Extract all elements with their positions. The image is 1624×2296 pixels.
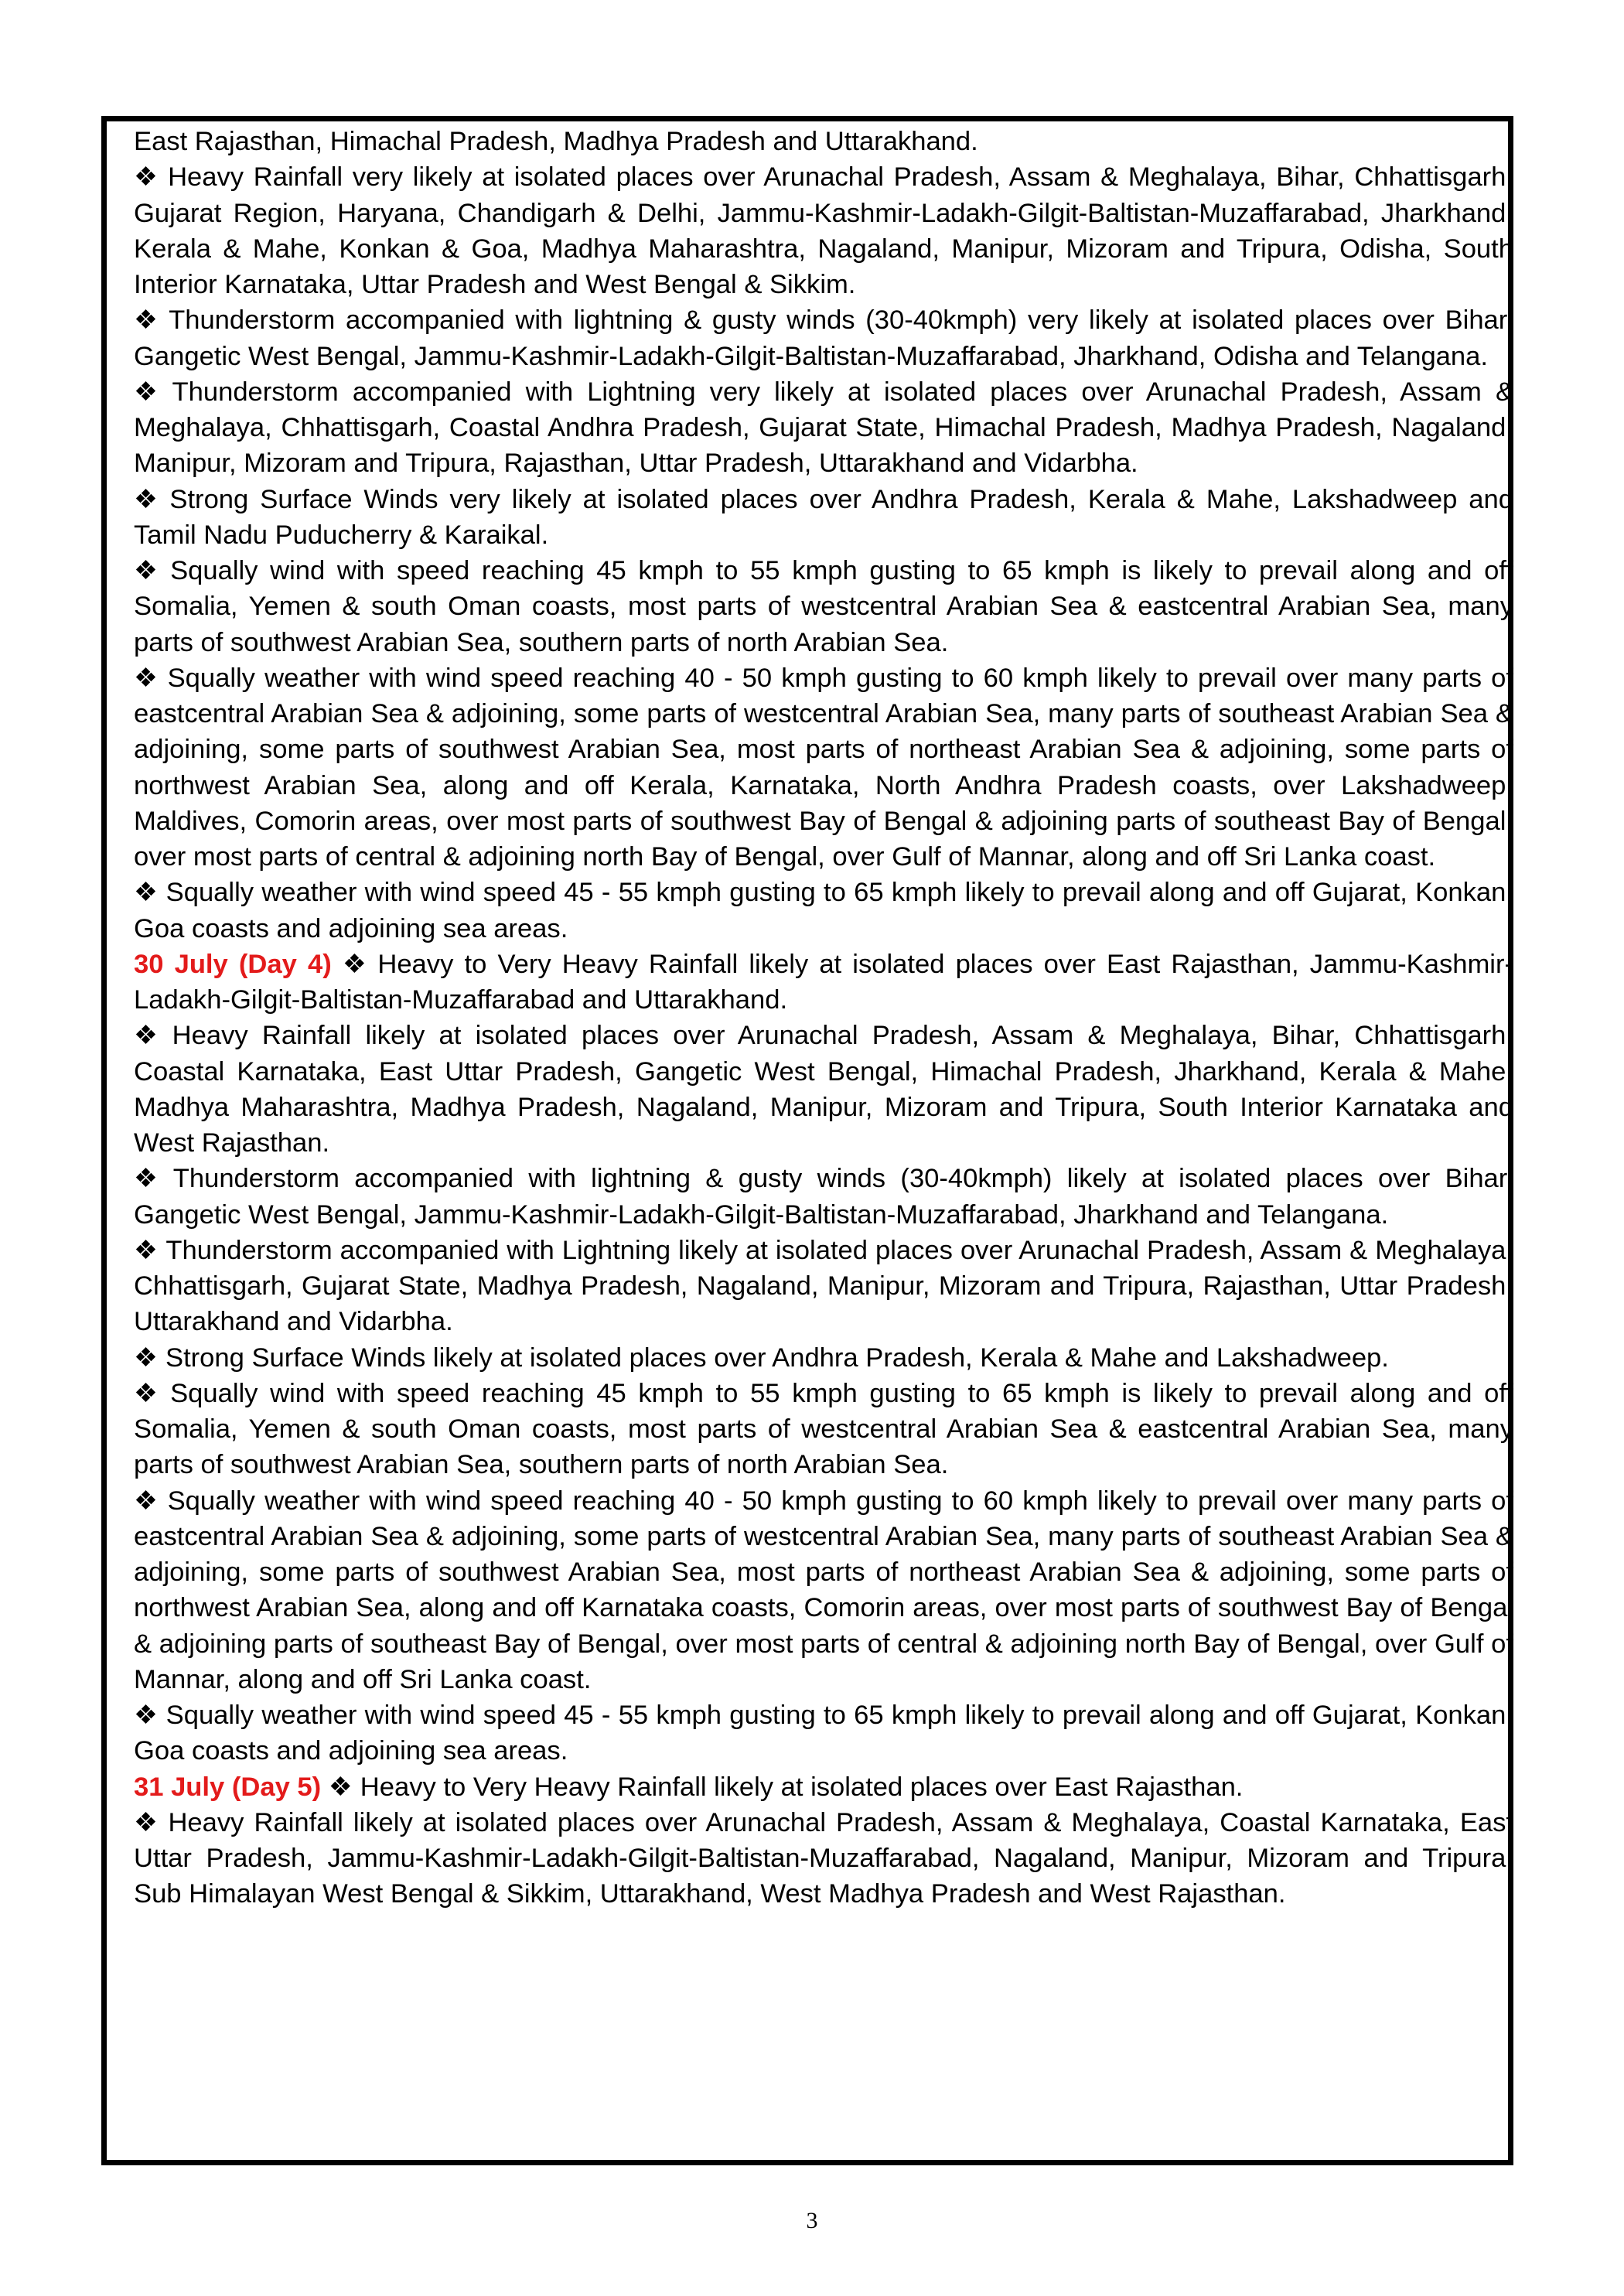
forecast-paragraph	[134, 1805, 1513, 1912]
forecast-paragraph	[134, 1161, 1513, 1233]
forecast-paragraph	[134, 1376, 1513, 1483]
forecast-paragraph	[134, 1483, 1513, 1698]
forecast-paragraph	[134, 1769, 1513, 1805]
paragraph-text: Thunderstorm accompanied with lightning & gusty winds (30-40kmph) likely at isolated places over Bihar, Gangetic West Bengal, Jammu-Kashmir-Ladakh-Gilgit-Baltistan-Muzaffarabad, Jharkhand and Telangana.	[134, 1164, 1513, 1230]
paragraph-text: Heavy to Very Heavy Rainfall likely at isolated places over East Rajasthan.	[360, 1772, 1244, 1802]
forecast-paragraph	[134, 1697, 1513, 1769]
forecast-text	[134, 124, 1513, 1912]
diamond-bullet-icon: ❖	[134, 1378, 163, 1408]
diamond-bullet-icon: ❖	[134, 162, 161, 193]
day-heading: 30 July (Day 4)	[134, 949, 332, 979]
forecast-paragraph	[134, 374, 1513, 482]
diamond-bullet-icon: ❖	[134, 1486, 160, 1516]
forecast-paragraph	[134, 1340, 1513, 1376]
paragraph-text: Thunderstorm accompanied with lightning & gusty winds (30-40kmph) very likely at isolated places over Bihar, Gangetic West Bengal, Jammu-Kashmir-Ladakh-Gilgit-Baltistan-Muzaffarabad, Jharkhand, Odisha and Telangana.	[134, 305, 1514, 371]
diamond-bullet-icon: ❖	[134, 878, 159, 908]
paragraph-text: East Rajasthan, Himachal Pradesh, Madhya Pradesh and Uttarakhand.	[134, 127, 978, 156]
paragraph-text: Squally weather with wind speed 45 - 55 kmph gusting to 65 kmph likely to prevail along and off Gujarat, Konkan, Goa coasts and adjoining sea areas.	[134, 1701, 1513, 1766]
diamond-bullet-icon: ❖	[134, 484, 162, 514]
forecast-paragraph	[134, 159, 1513, 302]
diamond-bullet-icon: ❖	[134, 663, 160, 693]
forecast-paragraph	[134, 302, 1513, 374]
paragraph-text: Strong Surface Winds very likely at isolated places over Andhra Pradesh, Kerala & Mahe, Lakshadweep and Tamil Nadu Puducherry & Karaikal.	[134, 484, 1513, 550]
diamond-bullet-icon: ❖	[134, 1807, 161, 1837]
paragraph-text: Strong Surface Winds likely at isolated places over Andhra Pradesh, Kerala & Mahe and Lakshadweep.	[165, 1342, 1389, 1373]
diamond-bullet-icon: ❖	[134, 1701, 159, 1730]
diamond-bullet-icon: ❖	[134, 1235, 159, 1265]
paragraph-text: Squally weather with wind speed reaching 40 - 50 kmph gusting to 60 kmph likely to prevail over many parts of eastcentral Arabian Sea & adjoining, some parts of westcentral Arabian Sea, many parts of southeast Arabian Sea & adjoining, some parts of southwest Arabian Sea, most parts of northeast Arabian Sea & adjoining, some parts of northwest Arabian Sea, along and off Kerala, Karnataka, North Andhra Pradesh coasts, over Lakshadweep, Maldives, Comorin areas, over most parts of southwest Bay of Bengal & adjoining parts of southeast Bay of Bengal, over most parts of central & adjoining north Bay of Bengal, over Gulf of Mannar, along and off Sri Lanka coast.	[134, 663, 1514, 872]
diamond-bullet-icon: ❖	[134, 1342, 158, 1373]
paragraph-text: Heavy to Very Heavy Rainfall likely at isolated places over East Rajasthan, Jammu-Kashmir-Ladakh-Gilgit-Baltistan-Muzaffarabad and Uttarakhand.	[134, 949, 1513, 1015]
diamond-bullet-icon: ❖	[328, 1772, 353, 1802]
forecast-paragraph	[134, 124, 1513, 159]
paragraph-text: Heavy Rainfall likely at isolated places over Arunachal Pradesh, Assam & Meghalaya, Coastal Karnataka, East Uttar Pradesh, Jammu-Kashmir-Ladakh-Gilgit-Baltistan-Muzaffarabad, Nagaland, Manipur, Mizoram and Tripura, Sub Himalayan West Bengal & Sikkim, Uttarakhand, West Madhya Pradesh and West Rajasthan.	[134, 1807, 1514, 1909]
paragraph-text: Thunderstorm accompanied with Lightning very likely at isolated places over Arunachal Pradesh, Assam & Meghalaya, Chhattisgarh, Coastal Andhra Pradesh, Gujarat State, Himachal Pradesh, Madhya Pradesh, Nagaland, Manipur, Mizoram and Tripura, Rajasthan, Uttar Pradesh, Uttarakhand and Vidarbha.	[134, 377, 1514, 479]
day-heading: 31 July (Day 5)	[134, 1772, 322, 1802]
paragraph-text: Squally wind with speed reaching 45 kmph to 55 kmph gusting to 65 kmph is likely to prevail along and off Somalia, Yemen & south Oman coasts, most parts of westcentral Arabian Sea & eastcentral Arabian Sea, many parts of southwest Arabian Sea, southern parts of north Arabian Sea.	[134, 556, 1514, 657]
diamond-bullet-icon: ❖	[134, 1164, 165, 1194]
forecast-paragraph	[134, 1018, 1513, 1161]
forecast-paragraph	[134, 482, 1513, 554]
forecast-paragraph	[134, 660, 1513, 875]
paragraph-text: Squally weather with wind speed 45 - 55 kmph gusting to 65 kmph likely to prevail along and off Gujarat, Konkan, Goa coasts and adjoining sea areas.	[134, 878, 1513, 943]
diamond-bullet-icon: ❖	[134, 556, 163, 585]
page-number: 3	[806, 2208, 818, 2233]
paragraph-text: Heavy Rainfall very likely at isolated places over Arunachal Pradesh, Assam & Meghalaya, Bihar, Chhattisgarh, Gujarat Region, Haryana, Chandigarh & Delhi, Jammu-Kashmir-Ladakh-Gilgit-Baltistan-Muzaffarabad, Jharkhand, Kerala & Mahe, Konkan & Goa, Madhya Maharashtra, Nagaland, Manipur, Mizoram and Tripura, Odisha, South Interior Karnataka, Uttar Pradesh and West Bengal & Sikkim.	[134, 162, 1513, 299]
forecast-paragraph	[134, 1233, 1513, 1340]
diamond-bullet-icon: ❖	[134, 1021, 165, 1051]
forecast-paragraph	[134, 947, 1513, 1018]
forecast-paragraph	[134, 875, 1513, 947]
paragraph-text: Squally weather with wind speed reaching 40 - 50 kmph gusting to 60 kmph likely to prevail over many parts of eastcentral Arabian Sea & adjoining, some parts of westcentral Arabian Sea, many parts of southeast Arabian Sea & adjoining, some parts of southwest Arabian Sea, most parts of northeast Arabian Sea & adjoining, some parts of northwest Arabian Sea, along and off Karnataka coasts, Comorin areas, over most parts of southwest Bay of Bengal & adjoining parts of southeast Bay of Bengal, over most parts of central & adjoining north Bay of Bengal, over Gulf of Mannar, along and off Sri Lanka coast.	[134, 1486, 1514, 1694]
paragraph-text: Thunderstorm accompanied with Lightning likely at isolated places over Arunachal Pradesh, Assam & Meghalaya, Chhattisgarh, Gujarat State, Madhya Pradesh, Nagaland, Manipur, Mizoram and Tripura, Rajasthan, Uttar Pradesh, Uttarakhand and Vidarbha.	[134, 1235, 1513, 1337]
diamond-bullet-icon: ❖	[134, 377, 165, 407]
diamond-bullet-icon: ❖	[134, 305, 162, 336]
paragraph-text: Squally wind with speed reaching 45 kmph to 55 kmph gusting to 65 kmph is likely to prevail along and off Somalia, Yemen & south Oman coasts, most parts of westcentral Arabian Sea & eastcentral Arabian Sea, many parts of southwest Arabian Sea, southern parts of north Arabian Sea.	[134, 1378, 1514, 1480]
forecast-paragraph	[134, 553, 1513, 660]
paragraph-text: Heavy Rainfall likely at isolated places over Arunachal Pradesh, Assam & Meghalaya, Bihar, Chhattisgarh, Coastal Karnataka, East Uttar Pradesh, Gangetic West Bengal, Himachal Pradesh, Jharkhand, Kerala & Mahe, Madhya Maharashtra, Madhya Pradesh, Nagaland, Manipur, Mizoram and Tripura, South Interior Karnataka and West Rajasthan.	[134, 1021, 1514, 1158]
diamond-bullet-icon: ❖	[342, 949, 370, 979]
